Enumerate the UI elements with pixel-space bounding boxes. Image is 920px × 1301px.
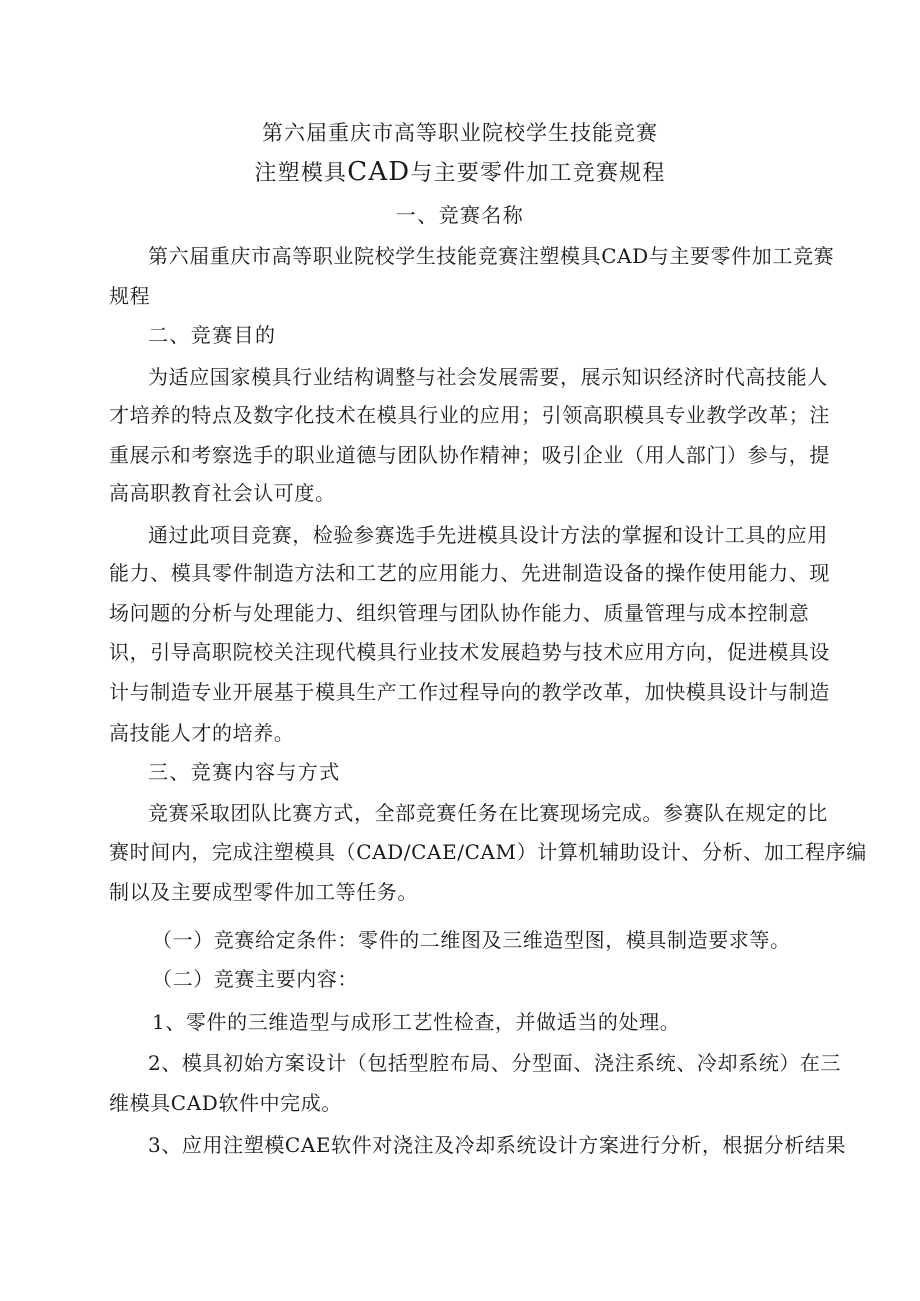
- section3-item2-line: 维模具CAD软件中完成。: [109, 1091, 342, 1115]
- section2-para2-line: 计与制造专业开展基于模具生产工作过程导向的教学改革，加快模具设计与制造: [109, 680, 830, 704]
- section3-item3: 3、应用注塑模CAE软件对浇注及冷却系统设计方案进行分析，根据分析结果: [148, 1133, 847, 1157]
- section1-heading: 一、竞赛名称: [395, 203, 525, 227]
- section3-para-line: 赛时间内，完成注塑模具（CAD/CAE/CAM）计算机辅助设计、分析、加工程序编: [109, 840, 867, 864]
- section2-para2-line: 通过此项目竞赛，检验参赛选手先进模具设计方法的掌握和设计工具的应用: [148, 523, 828, 547]
- section1-para-line: 第六届重庆市高等职业院校学生技能竞赛注塑模具CAD与主要零件加工竞赛: [148, 244, 835, 268]
- section2-para1-line: 为适应国家模具行业结构调整与社会发展需要，展示知识经济时代高技能人: [148, 365, 828, 389]
- section3-para-line: 制以及主要成型零件加工等任务。: [109, 880, 418, 904]
- document-title-line1: 第六届重庆市高等职业院校学生技能竞赛: [262, 121, 658, 145]
- section2-para1-line: 高高职教育社会认可度。: [109, 481, 336, 505]
- section2-para1-line: 重展示和考察选手的职业道德与团队协作精神；吸引企业（用人部门）参与，提: [109, 443, 830, 467]
- title-line2-suffix: 与主要零件加工竞赛规程: [410, 161, 666, 186]
- section3-para-line: 竞赛采取团队比赛方式，全部竞赛任务在比赛现场完成。参赛队在规定的比: [148, 801, 828, 825]
- title-line2-cad: CAD: [347, 157, 411, 187]
- document-title-line2: [0, 157, 920, 189]
- section2-para2-line: 能力、模具零件制造方法和工艺的应用能力、先进制造设备的操作使用能力、现: [109, 561, 830, 585]
- section2-para1-line: 才培养的特点及数字化技术在模具行业的应用；引领高职模具专业教学改革；注: [109, 403, 830, 427]
- section1-para-line: 规程: [109, 284, 151, 308]
- section2-heading: 二、竞赛目的: [148, 323, 277, 347]
- section2-para2-line: 识，引导高职院校关注现代模具行业技术发展趋势与技术应用方向，促进模具设: [109, 640, 830, 664]
- title-line2-prefix: 注塑模具: [254, 161, 348, 186]
- section3-item1: 1、零件的三维造型与成形工艺性检查，并做适当的处理。: [152, 1010, 681, 1034]
- section3-item2-line: 2、模具初始方案设计（包括型腔布局、分型面、浇注系统、冷却系统）在三: [148, 1051, 842, 1075]
- section3-sub1: （一）竞赛给定条件：零件的二维图及三维造型图，模具制造要求等。: [152, 928, 791, 952]
- section2-para2-line: 高技能人才的培养。: [109, 721, 295, 745]
- section3-heading: 三、竞赛内容与方式: [148, 760, 341, 784]
- section2-para2-line: 场问题的分析与处理能力、组织管理与团队协作能力、质量管理与成本控制意: [109, 601, 810, 625]
- section3-sub2: （二）竞赛主要内容：: [152, 967, 358, 991]
